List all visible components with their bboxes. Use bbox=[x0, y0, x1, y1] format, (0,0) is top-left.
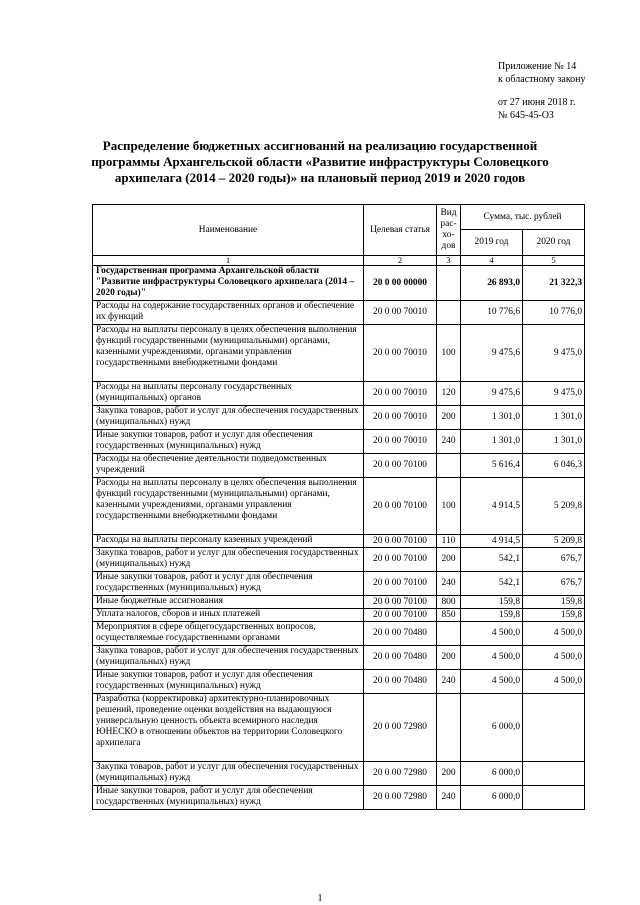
column-index-row bbox=[93, 256, 585, 266]
header-2020: 2020 год bbox=[523, 230, 585, 256]
row-sum-2020 bbox=[523, 786, 585, 810]
row-sum-2019: 26 893,0 bbox=[461, 266, 523, 301]
row-expense-type: 200 bbox=[437, 646, 461, 670]
row-name: Иные закупки товаров, работ и услуг для обеспечения государственных (муниципальных) нужд bbox=[93, 572, 364, 596]
row-expense-type: 240 bbox=[437, 572, 461, 596]
table-row bbox=[93, 478, 585, 535]
row-sum-2020: 4 500,0 bbox=[523, 622, 585, 646]
appendix-law-number: № 645-45-ОЗ bbox=[498, 110, 554, 121]
row-target-article: 20 0 00 70010 bbox=[364, 301, 437, 325]
header-name: Наименование bbox=[93, 205, 364, 256]
header-2019: 2019 год bbox=[461, 230, 523, 256]
row-sum-2019: 159,8 bbox=[461, 596, 523, 609]
row-name: Расходы на выплаты персоналу в целях обеспечения выполнения функций государственными (муниципальными) органами, казенными учреждениями, органами управления государственными внебюджетными фондами bbox=[93, 325, 364, 382]
row-sum-2019: 4 500,0 bbox=[461, 646, 523, 670]
row-sum-2020: 676,7 bbox=[523, 572, 585, 596]
appendix-line: к областному закону bbox=[498, 74, 586, 85]
row-sum-2020: 5 209,8 bbox=[523, 535, 585, 548]
row-target-article: 20 0 00 70480 bbox=[364, 622, 437, 646]
row-target-article: 20 0 00 70010 bbox=[364, 382, 437, 406]
row-expense-type: 850 bbox=[437, 609, 461, 622]
row-expense-type bbox=[437, 694, 461, 762]
row-expense-type bbox=[437, 301, 461, 325]
row-expense-type: 200 bbox=[437, 548, 461, 572]
row-sum-2020: 159,8 bbox=[523, 596, 585, 609]
row-target-article: 20 0 00 00000 bbox=[364, 266, 437, 301]
row-sum-2019: 4 500,0 bbox=[461, 622, 523, 646]
row-target-article: 20 0 00 70100 bbox=[364, 478, 437, 535]
row-name: Государственная программа Архангельской области "Развитие инфраструктуры Соловецкого архипелага (2014 – 2020 годы)" bbox=[93, 266, 364, 301]
row-target-article: 20 0 00 72980 bbox=[364, 786, 437, 810]
row-target-article: 20 0 00 70480 bbox=[364, 670, 437, 694]
row-expense-type: 240 bbox=[437, 430, 461, 454]
title-line: архипелага (2014 – 2020 годы)» на плановый период 2019 и 2020 годов bbox=[114, 170, 526, 185]
row-sum-2019: 542,1 bbox=[461, 548, 523, 572]
row-sum-2020: 4 500,0 bbox=[523, 646, 585, 670]
row-expense-type bbox=[437, 454, 461, 478]
row-target-article: 20 0 00 70010 bbox=[364, 430, 437, 454]
table-row bbox=[93, 382, 585, 406]
table-row bbox=[93, 572, 585, 596]
table-row bbox=[93, 596, 585, 609]
column-index: 2 bbox=[364, 256, 437, 266]
row-expense-type bbox=[437, 266, 461, 301]
row-target-article: 20 0 00 70100 bbox=[364, 535, 437, 548]
row-sum-2020 bbox=[523, 694, 585, 762]
row-target-article: 20 0 00 70100 bbox=[364, 596, 437, 609]
row-sum-2020: 21 322,3 bbox=[523, 266, 585, 301]
row-target-article: 20 0 00 70100 bbox=[364, 609, 437, 622]
row-expense-type: 800 bbox=[437, 596, 461, 609]
row-name: Закупка товаров, работ и услуг для обеспечения государственных (муниципальных) нужд bbox=[93, 646, 364, 670]
row-sum-2020: 4 500,0 bbox=[523, 670, 585, 694]
row-target-article: 20 0 00 70010 bbox=[364, 406, 437, 430]
table-row bbox=[93, 548, 585, 572]
table-header-row bbox=[93, 205, 585, 230]
row-name: Закупка товаров, работ и услуг для обеспечения государственных (муниципальных) нужд bbox=[93, 762, 364, 786]
row-target-article: 20 0 00 70010 bbox=[364, 325, 437, 382]
row-sum-2019: 6 000,0 bbox=[461, 786, 523, 810]
header-expense-type: Вид рас-хо-дов bbox=[437, 205, 461, 256]
table-row bbox=[93, 622, 585, 646]
column-index: 4 bbox=[461, 256, 523, 266]
column-index: 1 bbox=[93, 256, 364, 266]
row-sum-2020: 6 046,3 bbox=[523, 454, 585, 478]
table-row bbox=[93, 430, 585, 454]
row-name: Расходы на выплаты персоналу государственных (муниципальных) органов bbox=[93, 382, 364, 406]
row-sum-2019: 159,8 bbox=[461, 609, 523, 622]
row-name: Уплата налогов, сборов и иных платежей bbox=[93, 609, 364, 622]
row-name: Разработка (корректировка) архитектурно-планировочных решений, проведение оценки воздействия на выдающуюся универсальную ценность объекта всемирного наследия ЮНЕСКО в отношении объектов на территории Соловецкого архипелага bbox=[93, 694, 364, 762]
row-target-article: 20 0 00 70100 bbox=[364, 572, 437, 596]
row-name: Мероприятия в сфере общегосударственных вопросов, осуществляемые государственными органами bbox=[93, 622, 364, 646]
table-row bbox=[93, 786, 585, 810]
row-name: Закупка товаров, работ и услуг для обеспечения государственных (муниципальных) нужд bbox=[93, 548, 364, 572]
row-sum-2019: 10 776,6 bbox=[461, 301, 523, 325]
row-sum-2020: 9 475,0 bbox=[523, 382, 585, 406]
row-sum-2020 bbox=[523, 762, 585, 786]
row-expense-type: 240 bbox=[437, 786, 461, 810]
row-sum-2019: 4 914,5 bbox=[461, 478, 523, 535]
header-target-article: Целевая статья bbox=[364, 205, 437, 256]
table-row bbox=[93, 301, 585, 325]
row-sum-2020: 676,7 bbox=[523, 548, 585, 572]
row-name: Иные закупки товаров, работ и услуг для обеспечения государственных (муниципальных) нужд bbox=[93, 430, 364, 454]
document-title bbox=[90, 138, 550, 186]
row-target-article: 20 0 00 72980 bbox=[364, 694, 437, 762]
title-line: программы Архангельской области «Развитие инфраструктуры Соловецкого bbox=[91, 154, 549, 169]
row-name: Иные бюджетные ассигнования bbox=[93, 596, 364, 609]
appendix-block bbox=[498, 60, 586, 122]
row-sum-2020: 10 776,0 bbox=[523, 301, 585, 325]
row-target-article: 20 0 00 72980 bbox=[364, 762, 437, 786]
row-name: Закупка товаров, работ и услуг для обеспечения государственных (муниципальных) нужд bbox=[93, 406, 364, 430]
appendix-date: от 27 июня 2018 г. bbox=[498, 97, 576, 108]
table-row bbox=[93, 454, 585, 478]
row-sum-2019: 5 616,4 bbox=[461, 454, 523, 478]
table-row bbox=[93, 266, 585, 301]
table-row bbox=[93, 694, 585, 762]
row-sum-2020: 9 475,0 bbox=[523, 325, 585, 382]
table-row bbox=[93, 406, 585, 430]
row-name: Расходы на выплаты персоналу в целях обеспечения выполнения функций государственными (муниципальными) органами, казенными учреждениями, органами управления государственными внебюджетными фондами bbox=[93, 478, 364, 535]
row-expense-type bbox=[437, 622, 461, 646]
row-name: Расходы на обеспечение деятельности подведомственных учреждений bbox=[93, 454, 364, 478]
row-name: Расходы на содержание государственных органов и обеспечение их функций bbox=[93, 301, 364, 325]
row-sum-2019: 1 301,0 bbox=[461, 430, 523, 454]
row-sum-2019: 4 500,0 bbox=[461, 670, 523, 694]
row-sum-2019: 542,1 bbox=[461, 572, 523, 596]
row-expense-type: 100 bbox=[437, 325, 461, 382]
row-expense-type: 110 bbox=[437, 535, 461, 548]
header-sum: Сумма, тыс. рублей bbox=[461, 205, 585, 230]
table-row bbox=[93, 325, 585, 382]
title-line: Распределение бюджетных ассигнований на реализацию государственной bbox=[102, 138, 538, 153]
row-name: Иные закупки товаров, работ и услуг для обеспечения государственных (муниципальных) нужд bbox=[93, 786, 364, 810]
table-row bbox=[93, 670, 585, 694]
table-row bbox=[93, 646, 585, 670]
table-row bbox=[93, 535, 585, 548]
row-expense-type: 120 bbox=[437, 382, 461, 406]
row-sum-2020: 1 301,0 bbox=[523, 430, 585, 454]
row-sum-2019: 4 914,5 bbox=[461, 535, 523, 548]
row-sum-2019: 6 000,0 bbox=[461, 762, 523, 786]
row-target-article: 20 0 00 70100 bbox=[364, 548, 437, 572]
page-number: 1 bbox=[317, 893, 323, 904]
budget-table bbox=[92, 204, 585, 810]
column-index: 5 bbox=[523, 256, 585, 266]
row-sum-2020: 5 209,8 bbox=[523, 478, 585, 535]
row-expense-type: 200 bbox=[437, 406, 461, 430]
row-sum-2020: 1 301,0 bbox=[523, 406, 585, 430]
row-sum-2019: 9 475,6 bbox=[461, 325, 523, 382]
row-expense-type: 240 bbox=[437, 670, 461, 694]
row-target-article: 20 0 00 70480 bbox=[364, 646, 437, 670]
row-sum-2020: 159,8 bbox=[523, 609, 585, 622]
row-sum-2019: 6 000,0 bbox=[461, 694, 523, 762]
row-sum-2019: 1 301,0 bbox=[461, 406, 523, 430]
row-expense-type: 100 bbox=[437, 478, 461, 535]
row-sum-2019: 9 475,6 bbox=[461, 382, 523, 406]
row-name: Расходы на выплаты персоналу казенных учреждений bbox=[93, 535, 364, 548]
table-row bbox=[93, 762, 585, 786]
row-target-article: 20 0 00 70100 bbox=[364, 454, 437, 478]
row-name: Иные закупки товаров, работ и услуг для обеспечения государственных (муниципальных) нужд bbox=[93, 670, 364, 694]
row-expense-type: 200 bbox=[437, 762, 461, 786]
column-index: 3 bbox=[437, 256, 461, 266]
table-row bbox=[93, 609, 585, 622]
appendix-line: Приложение № 14 bbox=[498, 61, 577, 72]
